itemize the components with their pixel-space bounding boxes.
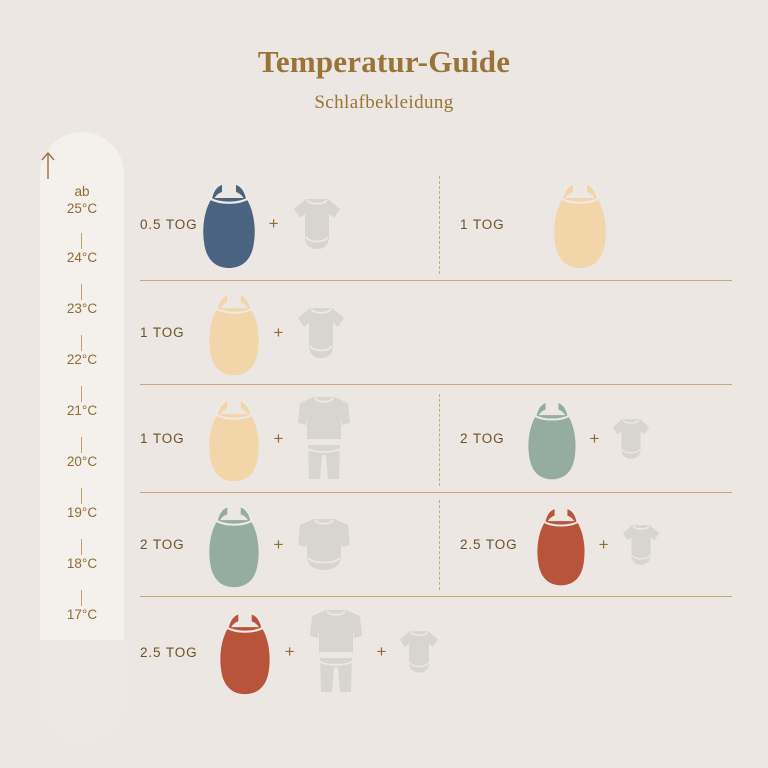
garment-set (198, 176, 346, 272)
row-4-left-cell (140, 493, 439, 596)
plus-icon: + (273, 534, 284, 554)
sleeping-bag-icon (203, 499, 265, 591)
plus-icon: + (598, 534, 609, 554)
page-title: Temperatur-Guide (257, 44, 511, 79)
garment-set (203, 287, 351, 379)
tick-label: 18°C (66, 556, 98, 571)
long-sleeve-pyjama-icon (292, 393, 356, 485)
plus-icon: + (284, 642, 295, 661)
row-4-right-cell (460, 493, 732, 596)
arrow-up-icon (40, 150, 124, 180)
sleeping-bag-icon (532, 501, 590, 589)
long-sleeve-bodysuit-icon (292, 513, 356, 577)
tog-label: 1 TOG (140, 325, 185, 340)
garment-set (203, 393, 357, 485)
plus-icon: + (589, 428, 600, 448)
sleeping-bag-icon (549, 176, 611, 272)
short-sleeve-bodysuit-small-icon (608, 414, 654, 464)
tick-mark-18 (40, 539, 124, 555)
tick-label: 17°C (66, 607, 98, 622)
tick-mark-24 (40, 233, 124, 249)
row-1-left-cell (140, 168, 439, 280)
sleeping-bag-icon (198, 176, 260, 272)
row-5-left-cell (140, 597, 600, 707)
garment-set (523, 395, 655, 483)
garment-set (532, 501, 664, 589)
table-row (140, 385, 732, 492)
tick-label: 19°C (66, 505, 98, 520)
short-sleeve-bodysuit-icon (288, 193, 346, 255)
garment-set (214, 606, 444, 698)
tick-label: 20°C (66, 454, 98, 469)
tog-label: 1 TOG (140, 431, 185, 446)
plus-icon: + (376, 642, 387, 661)
garment-set (203, 499, 357, 591)
tick-label: 22°C (66, 352, 98, 367)
sleeping-bag-icon (203, 393, 265, 485)
table-row (140, 493, 732, 596)
tog-label: 2.5 TOG (140, 644, 198, 660)
tog-label: 2.5 TOG (460, 537, 518, 552)
row-3-right-cell (460, 385, 732, 492)
plus-icon: + (273, 428, 284, 448)
short-sleeve-bodysuit-icon (292, 302, 350, 364)
plus-icon: + (268, 214, 279, 233)
tick-label: 24°C (66, 250, 98, 265)
tick-mark-19 (40, 488, 124, 504)
row-1-right-cell (460, 168, 732, 280)
tick-mark-17 (40, 590, 124, 606)
tick-mark-23 (40, 284, 124, 300)
sleeping-bag-icon (523, 395, 581, 483)
thermometer-bulb (40, 640, 124, 742)
tick-mark-20 (40, 437, 124, 453)
row-2-left-cell (140, 281, 439, 384)
table-row (140, 281, 732, 384)
page-subtitle: Schlafbekleidung (314, 92, 454, 113)
long-sleeve-pyjama-icon (304, 606, 368, 698)
garment-set (549, 176, 611, 272)
tog-label: 2 TOG (140, 537, 185, 552)
table-row (140, 597, 732, 707)
table-row (140, 168, 732, 280)
sleeping-bag-icon (203, 287, 265, 379)
tog-label: 1 TOG (460, 216, 505, 232)
tick-prefix-label: ab (74, 184, 90, 199)
tick-label: 25°C (66, 201, 98, 216)
row-3-left-cell (140, 385, 439, 492)
tog-label: 2 TOG (460, 431, 505, 446)
short-sleeve-bodysuit-small-icon (618, 520, 664, 570)
short-sleeve-bodysuit-small-icon (395, 626, 443, 678)
tick-label: 23°C (66, 301, 98, 316)
guide-table (140, 168, 732, 720)
tick-label: 21°C (66, 403, 98, 418)
sleeping-bag-icon (214, 606, 276, 698)
tog-label: 0.5 TOG (140, 216, 198, 232)
plus-icon: + (273, 322, 284, 342)
header (0, 44, 768, 114)
tick-mark-21 (40, 386, 124, 402)
tick-mark-22 (40, 335, 124, 351)
